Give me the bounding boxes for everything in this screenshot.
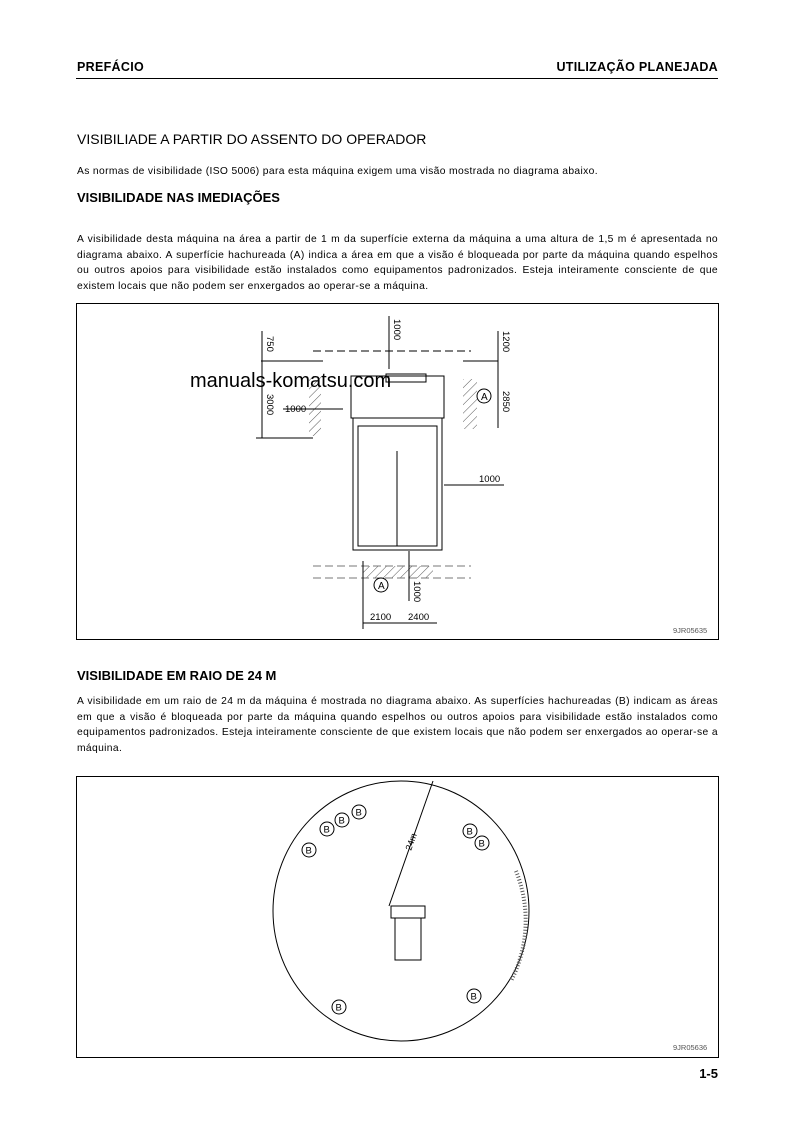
dim-1000-right: 1000 (479, 474, 501, 485)
dim-1200: 1200 (500, 331, 511, 353)
area-label-b: B (355, 807, 362, 819)
section-title-24m: VISIBILIDADE EM RAIO DE 24 M (77, 668, 277, 683)
dim-2850: 2850 (500, 391, 511, 413)
area-label-b: B (305, 845, 312, 857)
dim-1000-top: 1000 (391, 319, 402, 341)
dim-3000: 3000 (264, 394, 275, 416)
header-left: PREFÁCIO (77, 60, 144, 74)
figure-code: 9JR05635 (673, 626, 708, 635)
section-title-surroundings: VISIBILIDADE NAS IMEDIAÇÕES (77, 190, 280, 205)
page-number: 1-5 (699, 1066, 718, 1081)
radius-diagram (76, 776, 719, 1058)
dim-2100: 2100 (370, 612, 392, 623)
dim-2400: 2400 (408, 612, 430, 623)
area-label-a-right: A (481, 392, 488, 403)
area-label-b: B (466, 826, 473, 838)
section-intro: As normas de visibilidade (ISO 5006) para esta máquina exigem uma visão mostrada no diagrama abaixo. (77, 166, 598, 177)
dim-1000-left: 1000 (285, 404, 307, 415)
header-right: UTILIZAÇÃO PLANEJADA (556, 60, 718, 74)
radius-label: 24m (403, 831, 419, 852)
section-body-surroundings: A visibilidade desta máquina na área a partir de 1 m da superfície externa da máquina a uma altura de 1,5 m é apresentada no diagrama abaixo. A superfície hachureada (A) indica a área em que a visão é bloqueada por parte da máquina quando espelhos ou outros apoios para visibilidade estão instalados como equipamentos padronizados. Esteja inteiramente consciente de que existem locais que não podem ser enxergados ao operar-se a máquina. (77, 234, 718, 292)
area-label-b: B (470, 991, 477, 1003)
area-label-b: B (323, 824, 330, 836)
dim-750: 750 (264, 336, 275, 352)
dim-1000-bottom: 1000 (411, 581, 422, 603)
area-label-a-bottom: A (378, 581, 385, 592)
watermark: manuals-komatsu.com (190, 370, 392, 392)
header-rule (76, 78, 718, 79)
area-label-b: B (335, 1002, 342, 1014)
area-label-b: B (338, 815, 345, 827)
surroundings-diagram (76, 303, 719, 640)
figure-code: 9JR05636 (673, 1043, 708, 1052)
section-title-operator-visibility: VISIBILIADE A PARTIR DO ASSENTO DO OPERADOR (77, 131, 427, 147)
section-body-24m: A visibilidade em um raio de 24 m da máquina é mostrada no diagrama abaixo. As superfícies hachureadas (B) indicam as áreas em que a visão é bloqueada por parte da máquina quando espelhos ou outros apoios para visibilidade estão instalados como equipamentos padronizados. Esteja inteiramente consciente de que existem locais que não podem ser enxergados ao operar-se a máquina. (77, 696, 718, 754)
area-label-b: B (478, 838, 485, 850)
